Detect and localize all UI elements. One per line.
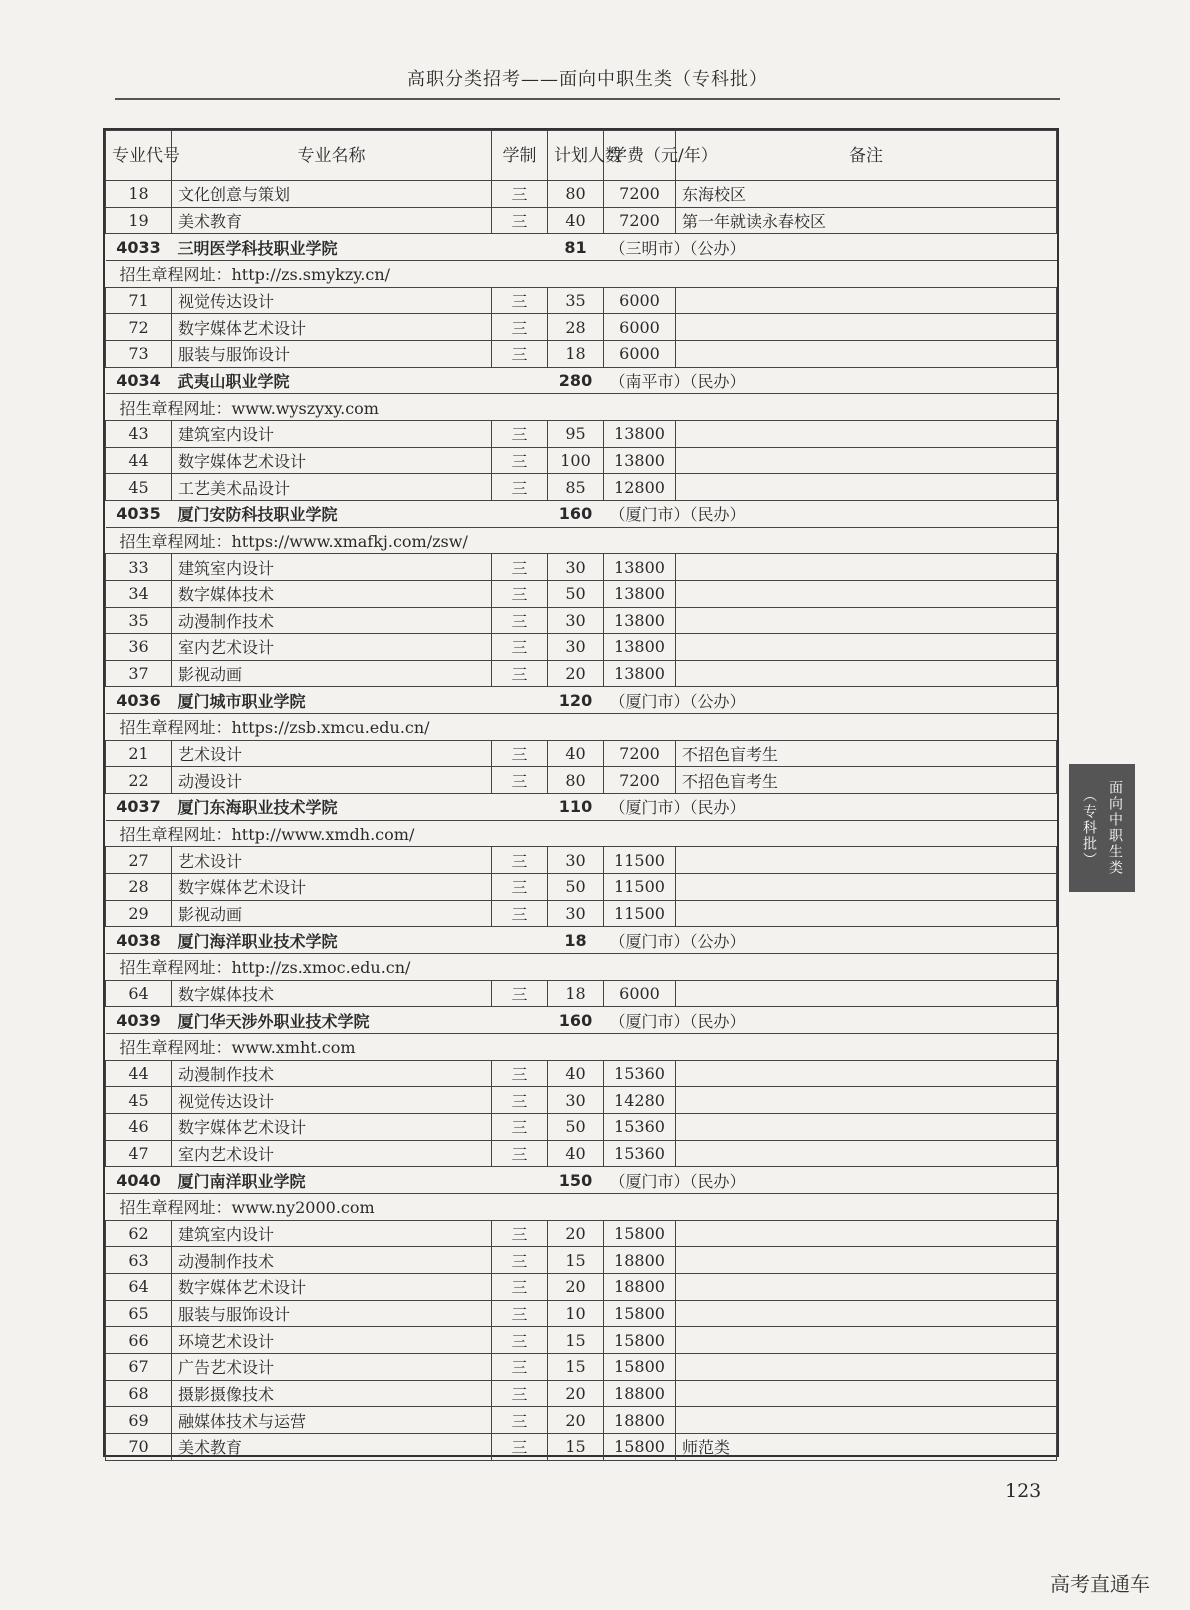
table-row [106, 767, 1057, 794]
major-name: 数字媒体艺术设计 [172, 447, 492, 474]
plan-count: 20 [548, 660, 604, 687]
major-name: 服装与服饰设计 [172, 340, 492, 367]
major-name: 影视动画 [172, 900, 492, 927]
plan-count: 28 [548, 314, 604, 341]
note [676, 314, 1057, 341]
note [676, 660, 1057, 687]
institution-name: 厦门东海职业技术学院 [172, 794, 548, 821]
institution-code: 4039 [106, 1007, 172, 1034]
table-row [106, 740, 1057, 767]
plan-count: 15 [548, 1433, 604, 1460]
tuition-fee: 11500 [604, 900, 676, 927]
major-code: 63 [106, 1247, 172, 1274]
institution-plan: 120 [548, 687, 604, 714]
study-years: 三 [492, 420, 548, 447]
institution-row [106, 794, 1057, 821]
institution-plan: 160 [548, 1007, 604, 1034]
study-years: 三 [492, 580, 548, 607]
tuition-fee: 13800 [604, 580, 676, 607]
note [676, 554, 1057, 581]
major-code: 44 [106, 447, 172, 474]
table-row [106, 1060, 1057, 1087]
plan-count: 20 [548, 1220, 604, 1247]
tuition-fee: 6000 [604, 340, 676, 367]
major-code: 43 [106, 420, 172, 447]
study-years: 三 [492, 767, 548, 794]
col-header-name: 专业名称 [172, 131, 492, 181]
tuition-fee: 11500 [604, 847, 676, 874]
institution-code: 4034 [106, 367, 172, 394]
study-years: 三 [492, 1220, 548, 1247]
side-tab-line2: （专科批） [1081, 788, 1097, 868]
website-row [106, 260, 1057, 287]
table-row [106, 1140, 1057, 1167]
institution-name: 厦门安防科技职业学院 [172, 500, 548, 527]
study-years: 三 [492, 447, 548, 474]
tuition-fee: 15800 [604, 1300, 676, 1327]
major-code: 27 [106, 847, 172, 874]
major-name: 美术教育 [172, 1433, 492, 1460]
plan-count: 50 [548, 580, 604, 607]
major-code: 64 [106, 1273, 172, 1300]
note [676, 900, 1057, 927]
note: 第一年就读永春校区 [676, 207, 1057, 234]
major-code: 65 [106, 1300, 172, 1327]
table-row [106, 607, 1057, 634]
study-years: 三 [492, 900, 548, 927]
table-row [106, 1433, 1057, 1460]
institution-region: （南平市）（民办） [604, 367, 1057, 394]
plan-count: 18 [548, 340, 604, 367]
plan-count: 30 [548, 847, 604, 874]
major-name: 视觉传达设计 [172, 1087, 492, 1114]
major-code: 69 [106, 1407, 172, 1434]
study-years: 三 [492, 980, 548, 1007]
major-code: 45 [106, 474, 172, 501]
institution-row [106, 234, 1057, 261]
plan-count: 30 [548, 900, 604, 927]
study-years: 三 [492, 607, 548, 634]
note [676, 1060, 1057, 1087]
major-name: 室内艺术设计 [172, 1140, 492, 1167]
tuition-fee: 6000 [604, 287, 676, 314]
table-row [106, 181, 1057, 208]
major-name: 数字媒体技术 [172, 580, 492, 607]
major-name: 数字媒体技术 [172, 980, 492, 1007]
table-row [106, 1327, 1057, 1354]
tuition-fee: 12800 [604, 474, 676, 501]
tuition-fee: 15800 [604, 1353, 676, 1380]
table-row [106, 874, 1057, 901]
study-years: 三 [492, 1113, 548, 1140]
note [676, 447, 1057, 474]
study-years: 三 [492, 1273, 548, 1300]
institution-code: 4037 [106, 794, 172, 821]
plan-count: 30 [548, 1087, 604, 1114]
tuition-fee: 7200 [604, 740, 676, 767]
note: 不招色盲考生 [676, 767, 1057, 794]
plan-count: 10 [548, 1300, 604, 1327]
table-row [106, 340, 1057, 367]
plan-count: 30 [548, 607, 604, 634]
major-code: 34 [106, 580, 172, 607]
major-code: 18 [106, 181, 172, 208]
institution-plan: 160 [548, 500, 604, 527]
tuition-fee: 6000 [604, 314, 676, 341]
study-years: 三 [492, 1433, 548, 1460]
table-row [106, 980, 1057, 1007]
institution-region: （厦门市）（公办） [604, 927, 1057, 954]
institution-plan: 81 [548, 234, 604, 261]
table-row [106, 1380, 1057, 1407]
institution-code: 4035 [106, 500, 172, 527]
institution-row [106, 1167, 1057, 1194]
side-tab-line1: 面向中职生类 [1107, 780, 1123, 876]
major-code: 64 [106, 980, 172, 1007]
major-code: 45 [106, 1087, 172, 1114]
plan-count: 40 [548, 207, 604, 234]
plan-count: 40 [548, 740, 604, 767]
major-code: 33 [106, 554, 172, 581]
study-years: 三 [492, 181, 548, 208]
institution-plan: 150 [548, 1167, 604, 1194]
table-header-row [106, 131, 1057, 181]
tuition-fee: 15800 [604, 1220, 676, 1247]
major-name: 室内艺术设计 [172, 634, 492, 661]
note [676, 607, 1057, 634]
institution-name: 厦门南洋职业学院 [172, 1167, 548, 1194]
study-years: 三 [492, 660, 548, 687]
note: 不招色盲考生 [676, 740, 1057, 767]
admission-website: 招生章程网址：https://www.xmafkj.com/zsw/ [106, 527, 1057, 554]
admission-website: 招生章程网址：http://zs.smykzy.cn/ [106, 260, 1057, 287]
major-code: 36 [106, 634, 172, 661]
major-name: 艺术设计 [172, 740, 492, 767]
header-title: 高职分类招考——面向中职生类（专科批） [407, 69, 768, 90]
major-name: 视觉传达设计 [172, 287, 492, 314]
tuition-fee: 13800 [604, 420, 676, 447]
col-header-note: 备注 [676, 131, 1057, 181]
institution-region: （厦门市）（民办） [604, 1007, 1057, 1034]
major-code: 67 [106, 1353, 172, 1380]
institution-code: 4036 [106, 687, 172, 714]
institution-region: （厦门市）（公办） [604, 687, 1057, 714]
table-row [106, 1220, 1057, 1247]
note [676, 420, 1057, 447]
note [676, 634, 1057, 661]
major-code: 73 [106, 340, 172, 367]
table-row [106, 847, 1057, 874]
note [676, 1273, 1057, 1300]
major-name: 建筑室内设计 [172, 420, 492, 447]
table-row [106, 207, 1057, 234]
plan-count: 20 [548, 1273, 604, 1300]
major-name: 数字媒体艺术设计 [172, 1113, 492, 1140]
note [676, 340, 1057, 367]
institution-code: 4033 [106, 234, 172, 261]
tuition-fee: 13800 [604, 554, 676, 581]
major-name: 摄影摄像技术 [172, 1380, 492, 1407]
major-name: 融媒体技术与运营 [172, 1407, 492, 1434]
table-row [106, 660, 1057, 687]
study-years: 三 [492, 474, 548, 501]
major-code: 29 [106, 900, 172, 927]
study-years: 三 [492, 314, 548, 341]
major-code: 28 [106, 874, 172, 901]
tuition-fee: 14280 [604, 1087, 676, 1114]
table-row [106, 1407, 1057, 1434]
study-years: 三 [492, 1353, 548, 1380]
study-years: 三 [492, 847, 548, 874]
major-name: 广告艺术设计 [172, 1353, 492, 1380]
admission-website: 招生章程网址：www.wyszyxy.com [106, 394, 1057, 421]
study-years: 三 [492, 1060, 548, 1087]
study-years: 三 [492, 287, 548, 314]
note: 师范类 [676, 1433, 1057, 1460]
col-header-years: 学制 [492, 131, 548, 181]
admission-website: 招生章程网址：www.ny2000.com [106, 1193, 1057, 1220]
study-years: 三 [492, 1300, 548, 1327]
institution-name: 厦门华天涉外职业技术学院 [172, 1007, 548, 1034]
major-code: 62 [106, 1220, 172, 1247]
plan-count: 95 [548, 420, 604, 447]
major-name: 动漫设计 [172, 767, 492, 794]
plan-count: 20 [548, 1407, 604, 1434]
institution-region: （厦门市）（民办） [604, 1167, 1057, 1194]
major-code: 19 [106, 207, 172, 234]
major-name: 动漫制作技术 [172, 1247, 492, 1274]
tuition-fee: 13800 [604, 607, 676, 634]
note [676, 1113, 1057, 1140]
plan-count: 18 [548, 980, 604, 1007]
major-name: 文化创意与策划 [172, 181, 492, 208]
tuition-fee: 15360 [604, 1113, 676, 1140]
plan-count: 15 [548, 1353, 604, 1380]
table-row [106, 314, 1057, 341]
major-code: 47 [106, 1140, 172, 1167]
section-side-tab [1069, 764, 1135, 892]
watermark: 高考直通车 [1050, 1572, 1150, 1596]
plan-count: 40 [548, 1060, 604, 1087]
note [676, 1353, 1057, 1380]
table-row [106, 1087, 1057, 1114]
institution-row [106, 1007, 1057, 1034]
study-years: 三 [492, 1087, 548, 1114]
note [676, 1140, 1057, 1167]
study-years: 三 [492, 1380, 548, 1407]
plan-count: 85 [548, 474, 604, 501]
plan-count: 80 [548, 767, 604, 794]
tuition-fee: 7200 [604, 767, 676, 794]
major-name: 工艺美术品设计 [172, 474, 492, 501]
tuition-fee: 11500 [604, 874, 676, 901]
website-row [106, 1034, 1057, 1061]
institution-name: 三明医学科技职业学院 [172, 234, 548, 261]
study-years: 三 [492, 554, 548, 581]
tuition-fee: 15800 [604, 1433, 676, 1460]
website-row [106, 527, 1057, 554]
institution-plan: 110 [548, 794, 604, 821]
major-code: 37 [106, 660, 172, 687]
plan-count: 20 [548, 1380, 604, 1407]
study-years: 三 [492, 740, 548, 767]
note [676, 1247, 1057, 1274]
tuition-fee: 7200 [604, 207, 676, 234]
study-years: 三 [492, 1247, 548, 1274]
table-row [106, 1353, 1057, 1380]
note [676, 1380, 1057, 1407]
institution-row [106, 687, 1057, 714]
major-name: 服装与服饰设计 [172, 1300, 492, 1327]
major-code: 44 [106, 1060, 172, 1087]
major-name: 动漫制作技术 [172, 607, 492, 634]
study-years: 三 [492, 1407, 548, 1434]
major-code: 21 [106, 740, 172, 767]
website-row [106, 820, 1057, 847]
plan-count: 15 [548, 1247, 604, 1274]
major-name: 美术教育 [172, 207, 492, 234]
plan-count: 50 [548, 1113, 604, 1140]
table-row [106, 900, 1057, 927]
study-years: 三 [492, 207, 548, 234]
note [676, 474, 1057, 501]
tuition-fee: 18800 [604, 1273, 676, 1300]
major-name: 建筑室内设计 [172, 1220, 492, 1247]
institution-row [106, 500, 1057, 527]
admission-website: 招生章程网址：www.xmht.com [106, 1034, 1057, 1061]
study-years: 三 [492, 340, 548, 367]
note [676, 580, 1057, 607]
tuition-fee: 13800 [604, 634, 676, 661]
admission-website: 招生章程网址：http://zs.xmoc.edu.cn/ [106, 954, 1057, 981]
tuition-fee: 13800 [604, 447, 676, 474]
tuition-fee: 18800 [604, 1407, 676, 1434]
tuition-fee: 15800 [604, 1327, 676, 1354]
admissions-table [103, 128, 1059, 1457]
study-years: 三 [492, 1327, 548, 1354]
institution-name: 武夷山职业学院 [172, 367, 548, 394]
plan-count: 100 [548, 447, 604, 474]
major-name: 影视动画 [172, 660, 492, 687]
col-header-plan: 计划人数 [548, 131, 604, 181]
institution-code: 4038 [106, 927, 172, 954]
tuition-fee: 6000 [604, 980, 676, 1007]
institution-region: （三明市）（公办） [604, 234, 1057, 261]
table-row [106, 474, 1057, 501]
admission-website: 招生章程网址：http://www.xmdh.com/ [106, 820, 1057, 847]
study-years: 三 [492, 874, 548, 901]
major-name: 数字媒体艺术设计 [172, 1273, 492, 1300]
note [676, 1327, 1057, 1354]
col-header-code: 专业代号 [106, 131, 172, 181]
note [676, 980, 1057, 1007]
plan-count: 40 [548, 1140, 604, 1167]
page-number: 123 [1005, 1480, 1042, 1502]
note [676, 1087, 1057, 1114]
note [676, 1407, 1057, 1434]
institution-row [106, 367, 1057, 394]
major-code: 22 [106, 767, 172, 794]
major-code: 71 [106, 287, 172, 314]
institution-region: （厦门市）（民办） [604, 794, 1057, 821]
institution-name: 厦门海洋职业技术学院 [172, 927, 548, 954]
table-row [106, 287, 1057, 314]
major-code: 66 [106, 1327, 172, 1354]
table-row [106, 447, 1057, 474]
tuition-fee: 18800 [604, 1247, 676, 1274]
note [676, 1300, 1057, 1327]
study-years: 三 [492, 634, 548, 661]
study-years: 三 [492, 1140, 548, 1167]
major-code: 72 [106, 314, 172, 341]
major-name: 建筑室内设计 [172, 554, 492, 581]
institution-plan: 18 [548, 927, 604, 954]
note: 东海校区 [676, 181, 1057, 208]
institution-name: 厦门城市职业学院 [172, 687, 548, 714]
website-row [106, 1193, 1057, 1220]
plan-count: 35 [548, 287, 604, 314]
note [676, 287, 1057, 314]
note [676, 874, 1057, 901]
website-row [106, 954, 1057, 981]
table-row [106, 1247, 1057, 1274]
plan-count: 15 [548, 1327, 604, 1354]
major-name: 艺术设计 [172, 847, 492, 874]
table-row [106, 1273, 1057, 1300]
tuition-fee: 15360 [604, 1060, 676, 1087]
table-row [106, 1113, 1057, 1140]
institution-row [106, 927, 1057, 954]
website-row [106, 394, 1057, 421]
tuition-fee: 7200 [604, 181, 676, 208]
table-body [106, 181, 1057, 1461]
plan-count: 30 [548, 634, 604, 661]
major-code: 68 [106, 1380, 172, 1407]
table-row [106, 580, 1057, 607]
website-row [106, 714, 1057, 741]
tuition-fee: 18800 [604, 1380, 676, 1407]
major-name: 动漫制作技术 [172, 1060, 492, 1087]
note [676, 1220, 1057, 1247]
table-row [106, 1300, 1057, 1327]
table-row [106, 634, 1057, 661]
table-row [106, 554, 1057, 581]
col-header-fee: 学费（元/年） [604, 131, 676, 181]
table-row [106, 420, 1057, 447]
institution-code: 4040 [106, 1167, 172, 1194]
plan-count: 30 [548, 554, 604, 581]
major-code: 70 [106, 1433, 172, 1460]
institution-region: （厦门市）（民办） [604, 500, 1057, 527]
major-code: 35 [106, 607, 172, 634]
major-code: 46 [106, 1113, 172, 1140]
institution-plan: 280 [548, 367, 604, 394]
major-name: 数字媒体艺术设计 [172, 874, 492, 901]
tuition-fee: 13800 [604, 660, 676, 687]
admission-website: 招生章程网址：https://zsb.xmcu.edu.cn/ [106, 714, 1057, 741]
page-header [115, 62, 1060, 100]
tuition-fee: 15360 [604, 1140, 676, 1167]
note [676, 847, 1057, 874]
plan-count: 80 [548, 181, 604, 208]
major-name: 环境艺术设计 [172, 1327, 492, 1354]
plan-count: 50 [548, 874, 604, 901]
major-name: 数字媒体艺术设计 [172, 314, 492, 341]
